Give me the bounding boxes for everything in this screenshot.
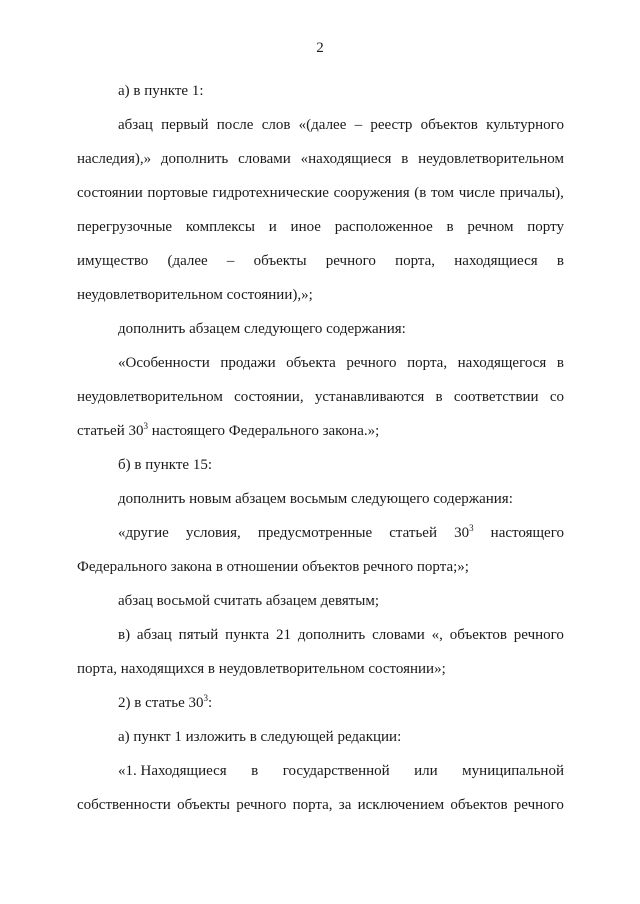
text-line: неудовлетворительном состоянии),»; <box>77 287 313 303</box>
text-line: порта, находящихся в неудовлетворительном состоянии»; <box>77 661 446 677</box>
paragraph-quote-conditions <box>77 516 564 584</box>
text-line: перегрузочные комплексы и иное расположенное в речном порту <box>77 219 564 235</box>
text-line: «Особенности продажи объекта речного порта, находящегося в <box>118 355 564 371</box>
text-line: в) абзац пятый пункта 21 дополнить словами «, объектов речного <box>118 627 564 643</box>
paragraph-abzac-first <box>77 108 564 312</box>
page-number: 2 <box>316 40 324 56</box>
paragraph-quote-features <box>77 346 564 448</box>
paragraph-add-new-abzac: дополнить новым абзацем восьмым следующего содержания: <box>118 491 513 507</box>
text-line: абзац первый после слов «(далее – реестр объектов культурного <box>118 117 564 133</box>
paragraph-quote-item-1 <box>77 754 564 822</box>
paragraph-renumber: абзац восьмой считать абзацем девятым; <box>118 593 380 609</box>
text-line: статьей $30^3$ настоящего Федерального закона.»; <box>77 421 380 439</box>
text-line: состоянии портовые гидротехнические сооружения (в том числе причалы), <box>77 185 564 201</box>
paragraph-item-a: а) в пункте 1: <box>118 83 204 99</box>
text-line: «другие условия, предусмотренные статьей $30^3$ настоящего <box>118 523 564 541</box>
text-line: Федерального закона в отношении объектов речного порта;»; <box>77 559 469 575</box>
document-body <box>77 74 564 822</box>
paragraph-article-2: 2) в статье $30^3$: <box>118 693 213 711</box>
text-line: «1. Находящиеся в государственной или муниципальной <box>118 763 564 779</box>
text-line: имущество (далее – объекты речного порта, находящиеся в <box>77 253 564 269</box>
text-line: собственности объекты речного порта, за исключением объектов речного <box>77 797 564 813</box>
paragraph-item-b: б) в пункте 15: <box>118 457 212 473</box>
paragraph-item-v <box>77 618 564 686</box>
text-line: неудовлетворительном состоянии, устанавливаются в соответствии со <box>77 389 564 405</box>
text-line: наследия),» дополнить словами «находящиеся в неудовлетворительном <box>77 151 564 167</box>
paragraph-item-1-new-edition: а) пункт 1 изложить в следующей редакции: <box>118 729 402 745</box>
paragraph-add-abzac: дополнить абзацем следующего содержания: <box>118 321 406 337</box>
